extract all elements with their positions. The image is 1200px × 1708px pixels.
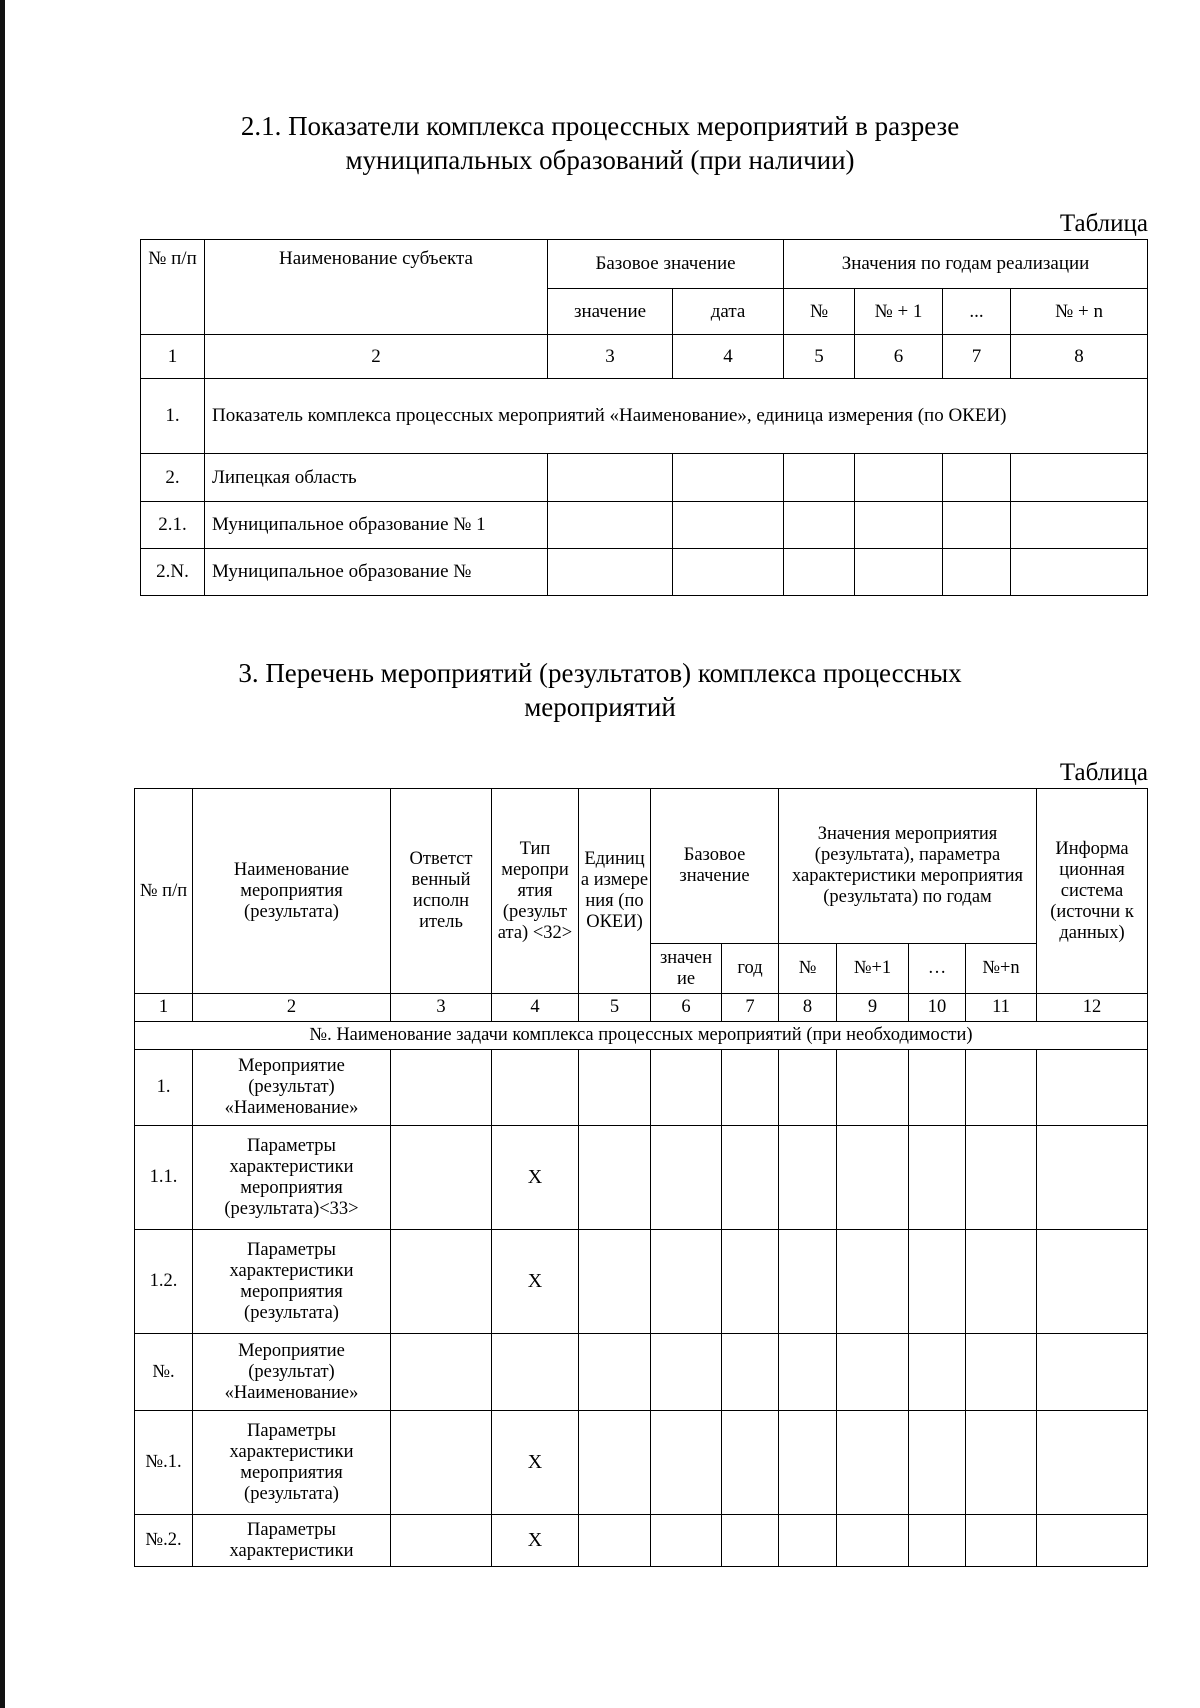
header-activity-name: Наименование мероприятия (результата) xyxy=(193,789,391,994)
col-number: 2 xyxy=(193,994,391,1022)
col-number: 5 xyxy=(784,335,855,379)
col-number: 7 xyxy=(943,335,1011,379)
type-cell xyxy=(492,1050,579,1126)
header-values-by-year: Значения мероприятия (результата), параметра характеристики мероприятия (результата) по годам xyxy=(779,789,1037,944)
activities-table xyxy=(134,788,1148,1567)
col-number: 1 xyxy=(141,335,205,379)
empty-cell xyxy=(651,1230,722,1334)
header-year-n-plus-1: № + 1 xyxy=(855,289,943,335)
empty-cell xyxy=(837,1126,909,1230)
table-label-1: Таблица xyxy=(1059,210,1148,237)
row-number: 1. xyxy=(141,379,205,454)
empty-cell xyxy=(779,1126,837,1230)
empty-cell xyxy=(1037,1334,1148,1411)
type-cell: X xyxy=(492,1230,579,1334)
col-number: 5 xyxy=(579,994,651,1022)
empty-cell xyxy=(784,454,855,502)
col-number: 7 xyxy=(722,994,779,1022)
empty-cell xyxy=(1037,1050,1148,1126)
empty-cell xyxy=(722,1126,779,1230)
activity-name: Параметры характеристики мероприятия (результата) xyxy=(193,1411,391,1515)
row-number: №.1. xyxy=(135,1411,193,1515)
empty-cell xyxy=(779,1230,837,1334)
header-year-n-plus-n: №+n xyxy=(966,944,1037,994)
municipal-indicators-table xyxy=(140,239,1148,596)
empty-cell xyxy=(779,1050,837,1126)
empty-cell xyxy=(909,1126,966,1230)
empty-cell xyxy=(722,1411,779,1515)
empty-cell xyxy=(1037,1411,1148,1515)
empty-cell xyxy=(673,549,784,596)
empty-cell xyxy=(579,1334,651,1411)
empty-cell xyxy=(391,1126,492,1230)
empty-cell xyxy=(391,1411,492,1515)
col-number: 4 xyxy=(673,335,784,379)
row-number: 2.1. xyxy=(141,502,205,549)
empty-cell xyxy=(966,1050,1037,1126)
page-left-edge xyxy=(0,0,5,1708)
empty-cell xyxy=(1011,454,1148,502)
section-2-1-title-line2: муниципальных образований (при наличии) xyxy=(345,145,855,175)
empty-cell xyxy=(1037,1126,1148,1230)
section-3-title-line1: 3. Перечень мероприятий (результатов) комплекса процессных xyxy=(238,658,962,688)
empty-cell xyxy=(391,1515,492,1567)
empty-cell xyxy=(673,454,784,502)
empty-cell xyxy=(966,1515,1037,1567)
empty-cell xyxy=(855,454,943,502)
col-number: 6 xyxy=(651,994,722,1022)
empty-cell xyxy=(651,1515,722,1567)
header-activity-type: Тип меропри ятия (результ ата) <32> xyxy=(492,789,579,994)
empty-cell xyxy=(784,502,855,549)
empty-cell xyxy=(943,502,1011,549)
subject-name: Липецкая область xyxy=(205,454,548,502)
empty-cell xyxy=(391,1334,492,1411)
empty-cell xyxy=(579,1515,651,1567)
empty-cell xyxy=(837,1050,909,1126)
col-number: 8 xyxy=(1011,335,1148,379)
col-number: 8 xyxy=(779,994,837,1022)
empty-cell xyxy=(909,1515,966,1567)
type-cell: X xyxy=(492,1411,579,1515)
empty-cell xyxy=(1037,1515,1148,1567)
empty-cell xyxy=(673,502,784,549)
row-number: 2. xyxy=(141,454,205,502)
empty-cell xyxy=(651,1411,722,1515)
header-num: № п/п xyxy=(135,789,193,994)
empty-cell xyxy=(579,1126,651,1230)
empty-cell xyxy=(943,454,1011,502)
row-number: №.2. xyxy=(135,1515,193,1567)
header-num: № п/п xyxy=(141,240,205,335)
activity-name: Параметры характеристики мероприятия (результата) xyxy=(193,1230,391,1334)
empty-cell xyxy=(837,1411,909,1515)
header-year-n: № xyxy=(784,289,855,335)
header-info-system: Информа ционная система (источни к данных) xyxy=(1037,789,1148,994)
empty-cell xyxy=(966,1334,1037,1411)
subject-name: Муниципальное образование № 1 xyxy=(205,502,548,549)
header-years: Значения по годам реализации xyxy=(784,240,1148,289)
col-number: 3 xyxy=(391,994,492,1022)
empty-cell xyxy=(1011,502,1148,549)
header-unit: Единиц а измере ния (по ОКЕИ) xyxy=(579,789,651,994)
header-subject: Наименование субъекта xyxy=(205,240,548,335)
subject-name: Муниципальное образование № xyxy=(205,549,548,596)
empty-cell xyxy=(548,549,673,596)
section-3-title-line2: мероприятий xyxy=(524,692,676,722)
empty-cell xyxy=(391,1050,492,1126)
empty-cell xyxy=(966,1230,1037,1334)
activity-name: Мероприятие (результат) «Наименование» xyxy=(193,1334,391,1411)
empty-cell xyxy=(779,1334,837,1411)
header-base-value: Базовое значение xyxy=(548,240,784,289)
row-number: 1.2. xyxy=(135,1230,193,1334)
col-number: 11 xyxy=(966,994,1037,1022)
header-year-dots: … xyxy=(909,944,966,994)
row-number: №. xyxy=(135,1334,193,1411)
empty-cell xyxy=(579,1411,651,1515)
empty-cell xyxy=(943,549,1011,596)
activity-name: Параметры характеристики xyxy=(193,1515,391,1567)
empty-cell xyxy=(909,1334,966,1411)
empty-cell xyxy=(548,502,673,549)
empty-cell xyxy=(966,1126,1037,1230)
empty-cell xyxy=(855,549,943,596)
type-cell xyxy=(492,1334,579,1411)
header-base-year: год xyxy=(722,944,779,994)
empty-cell xyxy=(779,1515,837,1567)
col-number: 4 xyxy=(492,994,579,1022)
col-number: 10 xyxy=(909,994,966,1022)
empty-cell xyxy=(391,1230,492,1334)
empty-cell xyxy=(722,1230,779,1334)
table-label-2: Таблица xyxy=(1059,759,1148,786)
header-year-n: № xyxy=(779,944,837,994)
empty-cell xyxy=(651,1334,722,1411)
empty-cell xyxy=(651,1126,722,1230)
col-number: 2 xyxy=(205,335,548,379)
empty-cell xyxy=(855,502,943,549)
empty-cell xyxy=(548,454,673,502)
type-cell: X xyxy=(492,1126,579,1230)
header-responsible: Ответст венный исполн итель xyxy=(391,789,492,994)
empty-cell xyxy=(784,549,855,596)
col-number: 12 xyxy=(1037,994,1148,1022)
empty-cell xyxy=(966,1411,1037,1515)
empty-cell xyxy=(909,1230,966,1334)
header-date: дата xyxy=(673,289,784,335)
empty-cell xyxy=(779,1411,837,1515)
header-base-value-value: значен ие xyxy=(651,944,722,994)
col-number: 9 xyxy=(837,994,909,1022)
task-row: №. Наименование задачи комплекса процессных мероприятий (при необходимости) xyxy=(135,1022,1148,1050)
empty-cell xyxy=(722,1334,779,1411)
header-year-n-plus-n: № + n xyxy=(1011,289,1148,335)
empty-cell xyxy=(722,1050,779,1126)
col-number: 1 xyxy=(135,994,193,1022)
empty-cell xyxy=(909,1050,966,1126)
indicator-name: Показатель комплекса процессных мероприятий «Наименование», единица измерения (по ОКЕИ) xyxy=(205,379,1148,454)
type-cell: X xyxy=(492,1515,579,1567)
empty-cell xyxy=(579,1230,651,1334)
empty-cell xyxy=(837,1334,909,1411)
activity-name: Мероприятие (результат) «Наименование» xyxy=(193,1050,391,1126)
col-number: 6 xyxy=(855,335,943,379)
section-2-1-title-line1: 2.1. Показатели комплекса процессных мероприятий в разрезе xyxy=(240,111,960,141)
empty-cell xyxy=(837,1230,909,1334)
row-number: 1.1. xyxy=(135,1126,193,1230)
empty-cell xyxy=(651,1050,722,1126)
row-number: 1. xyxy=(135,1050,193,1126)
empty-cell xyxy=(909,1411,966,1515)
empty-cell xyxy=(837,1515,909,1567)
row-number: 2.N. xyxy=(141,549,205,596)
activity-name: Параметры характеристики мероприятия (результата)<33> xyxy=(193,1126,391,1230)
col-number: 3 xyxy=(548,335,673,379)
empty-cell xyxy=(1037,1230,1148,1334)
header-year-n-plus-1: №+1 xyxy=(837,944,909,994)
header-value: значение xyxy=(548,289,673,335)
header-base-value: Базовое значение xyxy=(651,789,779,944)
empty-cell xyxy=(579,1050,651,1126)
empty-cell xyxy=(722,1515,779,1567)
header-year-dots: ... xyxy=(943,289,1011,335)
empty-cell xyxy=(1011,549,1148,596)
